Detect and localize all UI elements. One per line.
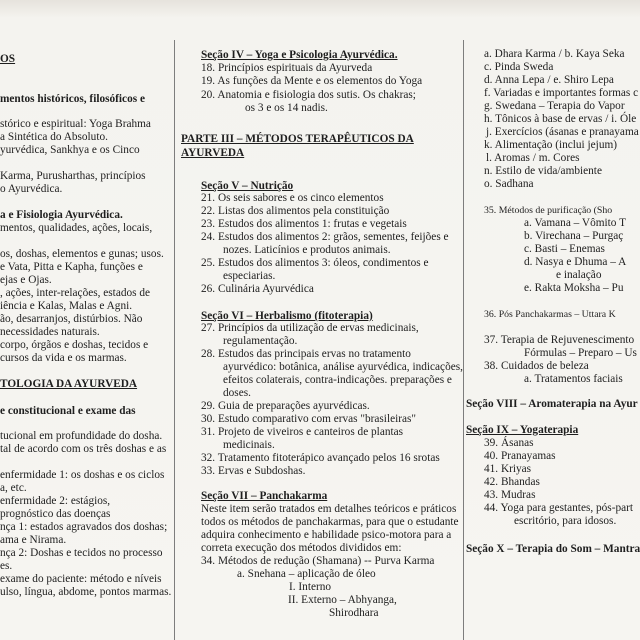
text-line: 30. Estudo comparativo com ervas "brasileiras"	[201, 413, 417, 425]
text-line: o. Sadhana	[484, 178, 534, 190]
text-line: Seção VII – Panchakarma	[201, 490, 328, 502]
column-divider	[174, 40, 175, 640]
text-line: c. Basti – Enemas	[524, 243, 605, 255]
text-line: 39. Ásanas	[484, 437, 534, 449]
text-line: Shirodhara	[329, 607, 379, 619]
text-line: Karma, Purusharthas, princípios	[0, 170, 146, 182]
text-line: necessidades naturais.	[0, 326, 100, 338]
text-line: 37. Terapia de Rejuvenescimento	[484, 334, 635, 346]
text-line: a. Dhara Karma / b. Kaya Seka	[484, 48, 625, 60]
text-line: Seção VI – Herbalismo (fitoterapia)	[201, 310, 373, 322]
text-line: AYURVEDA	[181, 147, 245, 159]
text-line: 22. Listas dos alimentos pela constituição	[201, 205, 390, 217]
text-line: correta execução dos métodos divididos em:	[201, 542, 402, 554]
text-line: 23. Estudos dos alimentos 1: frutas e vegetais	[201, 218, 407, 230]
text-line: ama e Nirama.	[0, 534, 67, 546]
text-line: o Ayurvédica.	[0, 183, 63, 195]
text-line: Seção IX – Yogaterapia	[466, 424, 579, 436]
text-line: stórico e espiritual: Yoga Brahma	[0, 118, 151, 130]
text-line: tal de acordo com os três doshas e as	[0, 443, 167, 455]
text-line: 43. Mudras	[484, 489, 536, 501]
text-line: Seção IV – Yoga e Psicologia Ayurvédica.	[201, 49, 398, 61]
text-line: 32. Tratamento fitoterápico avançado pelos 16 srotas	[201, 452, 440, 464]
text-line: 27. Princípios da utilização de ervas medicinais,	[201, 322, 419, 334]
text-line: mentos, qualidades, ações, locais,	[0, 222, 153, 234]
text-line: tucional em profundidade do dosha.	[0, 430, 163, 442]
text-line: a. Snehana – aplicação de óleo	[237, 568, 376, 580]
text-line: I. Interno	[289, 581, 332, 593]
text-line: a, etc.	[0, 482, 27, 494]
text-line: 21. Os seis sabores e os cinco elementos	[201, 192, 384, 204]
text-line: 29. Guia de preparações ayurvédicas.	[201, 400, 370, 412]
text-line: g. Swedana – Terapia do Vapor	[484, 100, 625, 112]
text-line: enfermidade 2: estágios,	[0, 495, 111, 507]
text-line: a. Vamana – Vômito T	[524, 217, 626, 229]
text-line: OS	[0, 53, 16, 65]
text-line: 38. Cuidados de beleza	[484, 360, 589, 372]
text-line: iência e Kalas, Malas e Agni.	[0, 300, 133, 312]
text-line: b. Virechana – Purgaç	[524, 230, 624, 242]
text-line: especiarias.	[223, 270, 276, 282]
text-line: ão, desarranjos, distúrbios. Não	[0, 313, 143, 325]
text-line: Fórmulas – Preparo – Us	[524, 347, 637, 359]
text-line: yurvédica, Sankhya e os Cinco	[0, 144, 140, 156]
text-line: 44. Yoga para gestantes, pós-part	[484, 502, 634, 514]
text-line: 34. Métodos de redução (Shamana) -- Purva Karma	[201, 555, 435, 567]
text-line: II. Externo – Abhyanga,	[288, 594, 397, 606]
text-line: doses.	[223, 387, 251, 399]
text-line: k. Alimentação (inclui jejum)	[484, 139, 618, 151]
text-line: Neste item serão tratados em detalhes teóricos e práticos	[201, 503, 457, 515]
text-line: Seção VIII – Aromaterapia na Ayur	[466, 398, 638, 410]
text-line: cursos da vida e os marmas.	[0, 352, 127, 364]
text-line: enfermidade 1: os doshas e os ciclos	[0, 469, 165, 481]
text-line: 18. Princípios espirituais da Ayurveda	[201, 62, 373, 74]
text-line: 20. Anatomia e fisiologia dos sutis. Os chakras;	[201, 89, 416, 101]
text-line: 42. Bhandas	[484, 476, 540, 488]
text-line: 33. Ervas e Subdoshas.	[201, 465, 306, 477]
text-line: , ações, inter-relações, estados de	[0, 287, 151, 299]
text-line: es.	[0, 560, 13, 572]
text-line: j. Exercícios (ásanas e pranayama	[486, 126, 639, 138]
text-line: c. Pinda Sweda	[484, 61, 554, 73]
text-line: ejas e Ojas.	[0, 274, 52, 286]
text-line: Seção X – Terapia do Som – Mantra	[466, 543, 640, 555]
text-line: todos os métodos de panchakarmas, para que o estudante	[201, 516, 459, 528]
text-line: 31. Projeto de viveiros e canteiros de plantas	[201, 426, 404, 438]
text-line: d. Nasya e Dhuma – A	[524, 256, 627, 268]
text-line: d. Anna Lepa / e. Shiro Lepa	[484, 74, 614, 86]
text-line: 19. As funções da Mente e os elementos do Yoga	[201, 75, 423, 87]
text-line: ayurvédico: botânica, análise ayurvédica, indicações,	[223, 361, 463, 373]
text-line: nça 1: estados agravados dos doshas;	[0, 521, 168, 533]
text-line: mentos históricos, filosóficos e	[0, 93, 145, 105]
text-line: a Sintética do Absoluto.	[0, 131, 108, 143]
text-line: efeitos colaterais, contra-indicações. preparações e	[223, 374, 452, 386]
text-line: exame do paciente: método e níveis	[0, 573, 162, 585]
text-line: 36. Pós Panchakarmas – Uttara K	[484, 309, 616, 320]
text-line: 28. Estudos das principais ervas no tratamento	[201, 348, 411, 360]
text-line: Seção V – Nutrição	[201, 180, 294, 192]
text-line: 24. Estudos dos alimentos 2: grãos, sementes, feijões e	[201, 231, 449, 243]
text-line: os 3 e os 14 nadis.	[245, 102, 328, 114]
text-line: 41. Kriyas	[484, 463, 532, 475]
text-line: medicinais.	[223, 439, 275, 451]
text-line: 35. Métodos de purificação (Sho	[484, 205, 613, 216]
text-line: e. Rakta Moksha – Pu	[524, 282, 624, 294]
text-line: 26. Culinária Ayurvédica	[201, 283, 314, 295]
text-line: prognóstico das doenças	[0, 508, 111, 520]
text-line: nça 2: Doshas e tecidos no processo	[0, 547, 163, 559]
text-line: escritório, para idosos.	[514, 515, 617, 527]
text-line: n. Estilo de vida/ambiente	[484, 165, 602, 177]
text-line: 40. Pranayamas	[484, 450, 556, 462]
text-line: regulamentação.	[223, 335, 298, 347]
text-line: nozes. Laticínios e produtos animais.	[223, 244, 391, 256]
text-line: h. Tônicos à base de ervas / i. Óle	[484, 113, 637, 125]
text-line: os, doshas, elementos e gunas; usos.	[0, 248, 164, 260]
text-line: PARTE III – MÉTODOS TERAPÊUTICOS DA	[181, 133, 414, 145]
text-line: a. Tratamentos faciais	[524, 373, 623, 385]
text-line: e constitucional e exame das	[0, 405, 136, 417]
text-line: 25. Estudos dos alimentos 3: óleos, condimentos e	[201, 257, 429, 269]
text-line: f. Variadas e importantes formas c	[484, 87, 639, 99]
text-line: e inalação	[556, 269, 602, 281]
text-line: adquira conhecimento e habilidade psico-motora para a	[201, 529, 452, 541]
text-line: l. Aromas / m. Cores	[486, 152, 580, 164]
text-line: corpo, órgãos e doshas, tecidos e	[0, 339, 149, 351]
column-divider	[463, 40, 464, 640]
text-line: e Vata, Pitta e Kapha, funções e	[0, 261, 143, 273]
text-line: ulso, língua, abdome, pontos marmas.	[0, 586, 172, 598]
text-line: a e Fisiologia Ayurvédica.	[0, 209, 123, 221]
text-line: TOLOGIA DA AYURVEDA	[0, 378, 138, 390]
